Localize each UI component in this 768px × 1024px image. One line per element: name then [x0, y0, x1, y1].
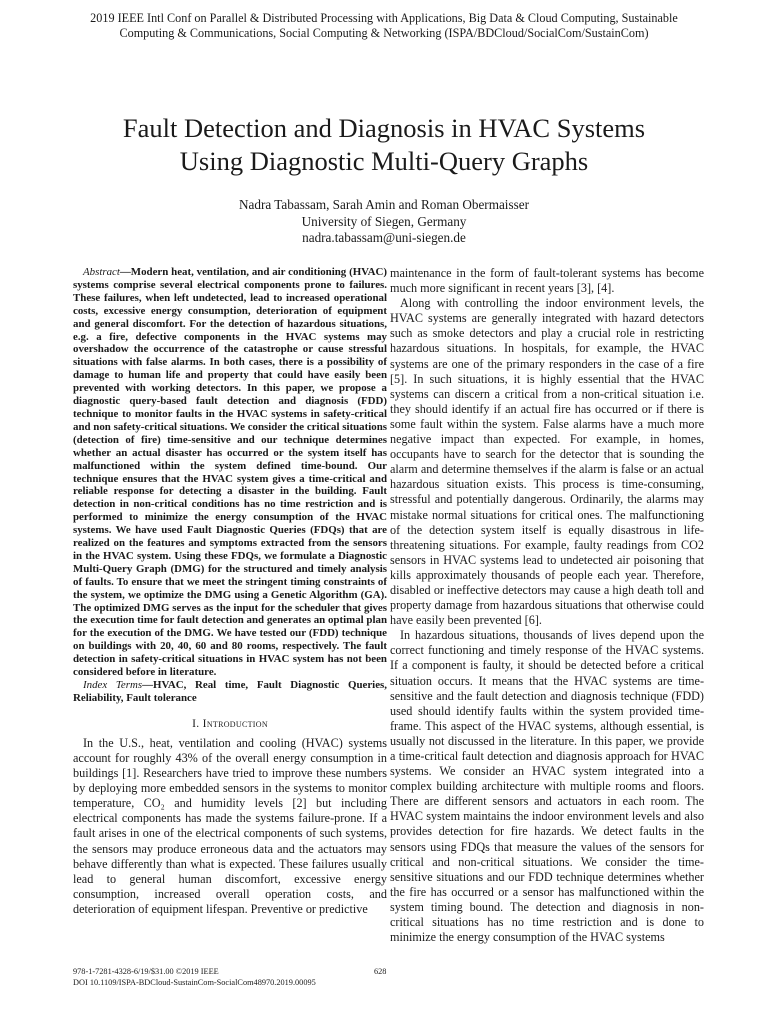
intro-paragraph-2: Along with controlling the indoor environment levels, the HVAC systems are generally integrated with hazard detectors such as smoke detectors and play a crucial role in restricting hazardous situations. In hospitals, for example, the HVAC systems are one of the primary responders in the case of a fire [5]. In such situations, it is highly essential that the HVAC systems can discern a critical from a non-critical situation i.e. they should identify if an actual fire has occurred or if there is some fault within the system. False alarms have a much more negative impact than expected. For example, in homes, occupants have to search for the detector that is sounding the alarm and determine themselves if the alarm is false or an actual hazardous situation exists. This process is time-consuming, stressful and potentially dangerous. Ordinarily, the alarms may mistake normal situations for critical ones. The malfunctioning of the detection system itself is equally disastrous in life-threatening situations. For example, faulty readings from CO2 sensors in HVAC systems lead to undetected air poisoning that kills approximately thousands of people each year. Therefore, disabled or ineffective detectors may cause a high death toll and property damage from hazardous situations that otherwise could have easily been prevented [6]. — [390, 296, 704, 628]
conference-line-2: Computing & Communications, Social Computing & Networking (ISPA/BDCloud/SocialCom/SustainCom) — [119, 26, 649, 40]
page-number: 628 — [374, 967, 387, 976]
author-affiliation: University of Siegen, Germany — [301, 213, 467, 229]
abstract-text: —Modern heat, ventilation, and air conditioning (HVAC) systems comprise several electrical components prone to failures. These failures, when left undetected, lead to increased operational costs, excessive energy consumption, deterioration of equipment and general discomfort. For the detection of hazardous situations, e.g. a fire, defective components in the HVAC systems may overshadow the occurrence of the catastrophe or cause stressful situations with false alarms. In both cases, there is a possibility of damage to human life and property that could have easily been prevented with working detectors. In this paper, we propose a diagnostic query-based fault detection and diagnosis (FDD) technique to monitor faults in the HVAC systems in safety-critical and non safety-critical situations. We consider the critical situations (detection of fire) time-sensitive and our technique determines whether an actual disaster has occurred or the system itself has malfunctioned within the system defined time-bound. Our technique ensures that the HVAC system gives a time-critical and reliable response for detecting a disaster in the building. Fault detection in non-critical conditions has no time restriction and is performed to minimize the energy consumption of the HVAC systems. We have used Fault Diagnostic Queries (FDQs) that are realized on the features and symptoms extracted from the sensors in the HVAC system. Using these FDQs, we formulate a Diagnostic Multi-Query Graph (DMG) for the structured and timely analysis of faults. To ensure that we meet the stringent timing constraints of the system, we optimize the DMG using a Genetic Algorithm (GA). The optimized DMG serves as the input for the scheduler that gives the execution time for fault detection and generates an optimal plan for the execution of the DMG. We have tested our (FDD) technique on buildings with 20, 40, 60 and 80 rooms, respectively. The fault detection in safety-critical situations in HVAC system has not been considered before in literature. — [73, 266, 387, 679]
author-email: nadra.tabassam@uni-siegen.de — [302, 230, 466, 245]
section-number: I. — [192, 716, 200, 730]
title-line-1: Fault Detection and Diagnosis in HVAC Systems — [122, 113, 646, 143]
intro-paragraph-1: In the U.S., heat, ventilation and cooling (HVAC) systems account for roughly 43% of the overall energy consumption in buildings [1]. Researchers have tried to improve these numbers by deploying more embedded sensors in the systems to monitor temperature, CO₂ and humidity levels [2] but including electrical components has made the systems failure-prone. If a fault arises in one of the electrical components of such systems, the sensors may produce erroneous data and the actuators may behave differently than what is expected. These failures usually lead to general human discomfort, excessive energy consumption, increased overall operation costs, and deterioration of equipment lifespan. Preventive or predictive — [73, 735, 387, 916]
abstract — [73, 266, 387, 679]
index-terms-text: —HVAC, Real time, Fault Diagnostic Queries, Reliability, Fault tolerance — [73, 679, 388, 704]
author-block — [40, 197, 728, 247]
author-names: Nadra Tabassam, Sarah Amin and Roman Obermaisser — [239, 197, 529, 212]
abstract-label: Abstract — [83, 266, 120, 278]
intro-paragraph-continued: maintenance in the form of fault-tolerant systems has become much more significant in recent years [3], [4]. — [390, 266, 704, 296]
paper-title — [40, 112, 728, 178]
title-line-2: Using Diagnostic Multi-Query Graphs — [179, 146, 589, 176]
footer-publication-info — [73, 966, 316, 988]
left-column — [73, 266, 387, 917]
conference-header — [40, 11, 728, 41]
footer-doi: DOI 10.1109/ISPA-BDCloud-SustainCom-SocialCom48970.2019.00095 — [73, 978, 316, 987]
index-terms — [73, 679, 387, 705]
index-terms-label: Index Terms — [83, 679, 143, 691]
intro-paragraph-3: In hazardous situations, thousands of lives depend upon the correct functioning and timely response of the HVAC systems. If a component is faulty, it should be detected before a critical situation occurs. It means that the HVAC systems are time-sensitive and the fault detection and diagnosis technique (FDD) used should identify faults within the system provided time-frame. This aspect of the HVAC systems, although essential, is usually not discussed in the literature. In this paper, we provide a time-critical fault detection and diagnosis approach for HVAC systems. We consider an HVAC system integrated into a complex building architecture with multiple rooms and floors. There are different sensors and actuators in each room. The HVAC system maintains the indoor environment levels and also provides detection for fire hazards. We detect faults in the sensors using FDQs that measure the values of the sensors for critical and non-critical situations. We consider the time-sensitive situations and our FDD technique determines whether the fire has occurred or a sensor has malfunctioned within the system timing bound. The detection and diagnosis in non-critical situations has no time restriction and is done to minimize the energy consumption of the HVAC systems — [390, 628, 704, 945]
section-title: Introduction — [202, 716, 268, 730]
conference-line-1: 2019 IEEE Intl Conf on Parallel & Distributed Processing with Applications, Big Data & Cloud Computing, Sustainable — [90, 11, 678, 25]
footer-isbn: 978-1-7281-4328-6/19/$31.00 ©2019 IEEE — [73, 967, 219, 976]
right-column — [390, 266, 704, 945]
section-heading-introduction — [73, 716, 387, 731]
